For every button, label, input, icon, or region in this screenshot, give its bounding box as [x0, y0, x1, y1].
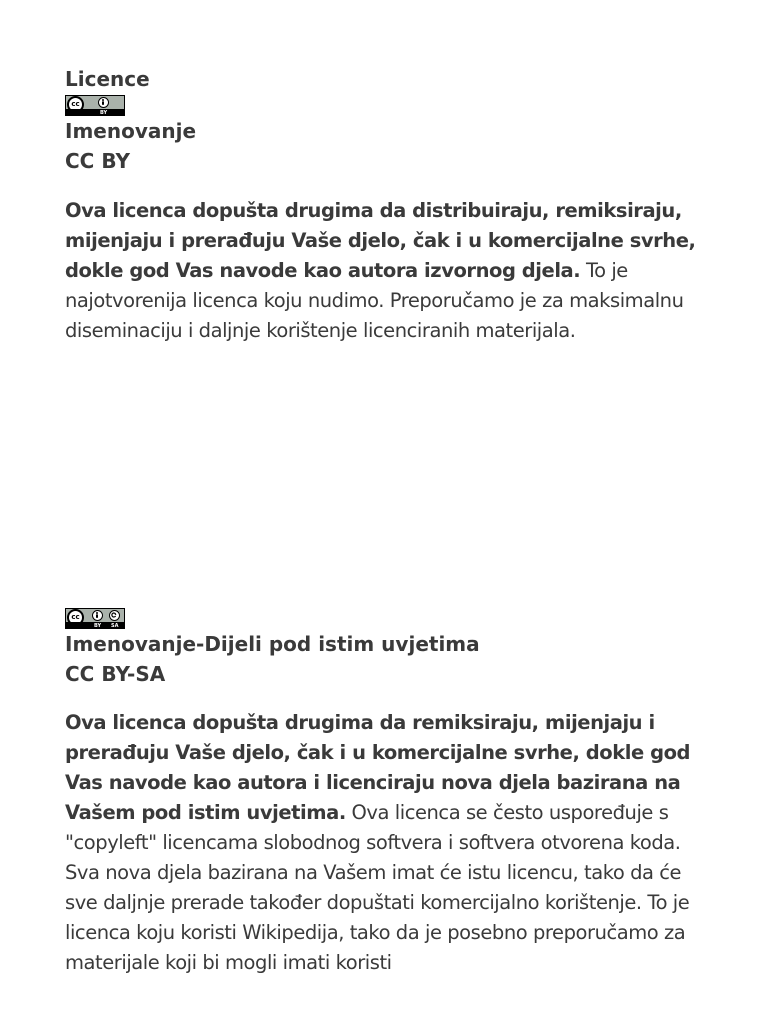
cc-by-badge[interactable]: [65, 95, 125, 116]
cc-by-sa-badge[interactable]: [65, 608, 125, 629]
license-title: Imenovanje: [65, 119, 197, 143]
license-code: CC BY: [65, 149, 130, 173]
license-title: Imenovanje-Dijeli pod istim uvjetima: [65, 632, 480, 656]
cc-icon: cc: [67, 96, 84, 113]
license-code: CC BY-SA: [65, 662, 166, 686]
license-summary-text: Ova licenca se često uspoređuje s "copyleft" licencama slobodnog softvera i softvera otvorena koda. Sva nova djela bazirana na Vašem imat će istu licencu, tako da će sve daljnje prerade također dopuštati komercijalno korištenje. To je licenca koju koristi Wikipedija, tako da je posebno preporučamo za materijale koji bi mogli imati koristi: [65, 801, 690, 974]
strip-label-by: BY: [100, 110, 108, 116]
license-summary-bold: Ova licenca dopušta drugima da remiksiraju, mijenjaju i prerađuju Vaše djelo, čak i u komercijalne svrhe, dokle god Vas navode kao autora i licenciraju nova djela bazirana na Vašem pod istim uvjetima.: [65, 711, 691, 824]
cc-icon: cc: [67, 609, 84, 626]
license-summary-text: To je najotvorenija licenca koju nudimo. Preporučamo je za maksimalnu diseminaciju i daljnje korištenje licenciranih materijala.: [65, 259, 684, 342]
strip-label-sa: SA: [111, 623, 119, 629]
license-description: [65, 708, 705, 978]
by-icon: [92, 610, 103, 621]
license-summary-bold: Ova licenca dopušta drugima da distribuiraju, remiksiraju, mijenjaju i prerađuju Vaše djelo, čak i u komercijalne svrhe, dokle god Vas navode kao autora izvornog djela.: [65, 199, 696, 282]
page-title: Licence: [65, 67, 150, 91]
by-icon: [98, 97, 109, 108]
strip-label-by: BY: [94, 623, 102, 629]
license-description: [65, 196, 705, 346]
sa-icon: [109, 610, 120, 621]
